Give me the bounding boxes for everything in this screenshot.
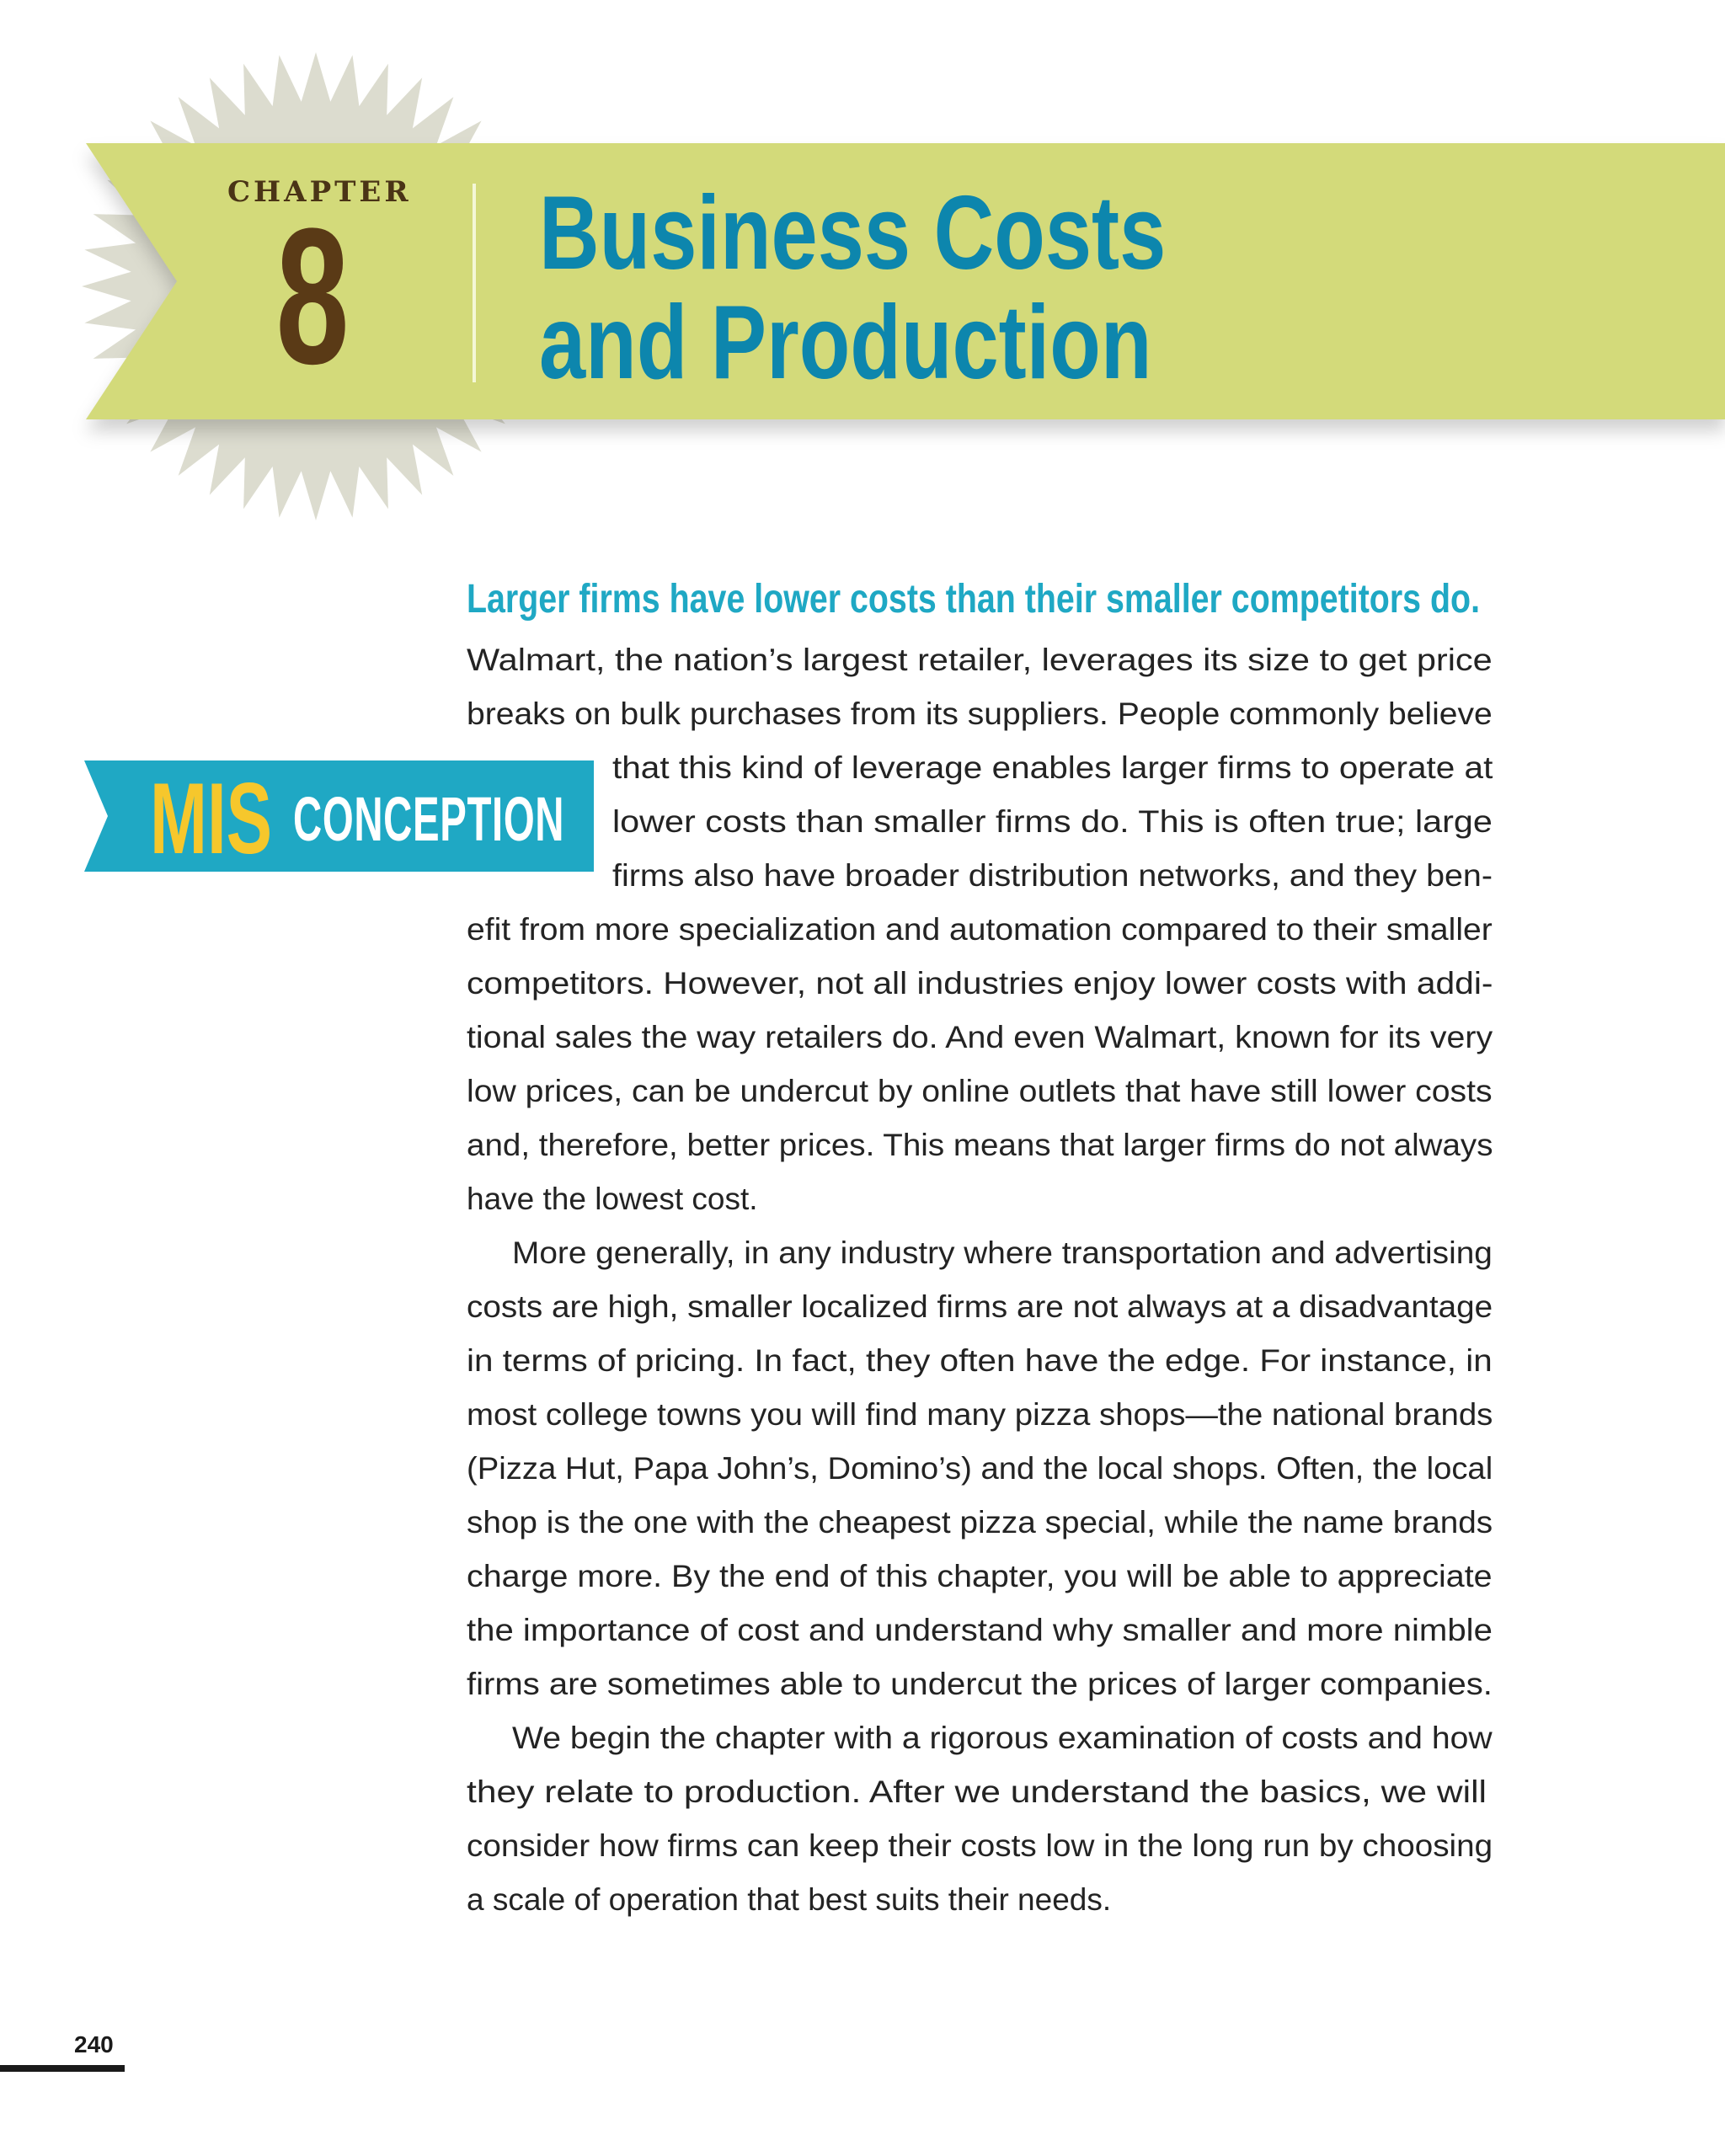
body-line: and, therefore, better prices. This means that larger firms do not always: [467, 1128, 1493, 1162]
lead-heading: Larger firms have lower costs than their smaller competitors do.: [467, 577, 1481, 622]
body-line: consider how firms can keep their costs low in the long run by choosing: [467, 1828, 1493, 1863]
body-line: charge more. By the end of this chapter, you will be able to appreciate: [467, 1559, 1493, 1593]
page-number: 240: [74, 2031, 114, 2057]
misconception-mis: MIS: [150, 762, 273, 875]
body-line: in terms of pricing. In fact, they often have the edge. For instance, in: [467, 1343, 1493, 1378]
body-line: they relate to production. After we understand the basics, we will: [467, 1774, 1487, 1809]
body-line: have the lowest cost.: [467, 1182, 758, 1216]
misconception-conception: CONCEPTION: [293, 784, 565, 854]
body-line: costs are high, smaller localized firms are not always at a disadvantage: [467, 1289, 1493, 1324]
chapter-title-line-2: and Production: [539, 285, 1152, 401]
body-line: competitors. However, not all industries enjoy lower costs with addi-: [467, 966, 1493, 1001]
body-line: the importance of cost and understand why smaller and more nimble: [467, 1613, 1493, 1647]
body-line: More generally, in any industry where transportation and advertising: [512, 1235, 1493, 1270]
body-line: firms also have broader distribution networks, and they ben-: [612, 858, 1493, 893]
body-line: We begin the chapter with a rigorous examination of costs and how: [512, 1721, 1493, 1755]
body-line: firms are sometimes able to undercut the prices of larger companies.: [467, 1667, 1493, 1701]
chapter-number: 8: [275, 188, 350, 404]
body-line: Walmart, the nation’s largest retailer, leverages its size to get price: [467, 643, 1493, 677]
chapter-label: CHAPTER: [227, 175, 412, 209]
chapter-title: [539, 175, 1167, 401]
body-line: that this kind of leverage enables larger firms to operate at: [612, 750, 1493, 785]
body-line: a scale of operation that best suits their needs.: [467, 1882, 1112, 1917]
body-line: tional sales the way retailers do. And even Walmart, known for its very: [467, 1020, 1493, 1054]
body-line: efit from more specialization and automation compared to their smaller: [467, 912, 1493, 947]
body-line: (Pizza Hut, Papa John’s, Domino’s) and the local shops. Often, the local: [467, 1451, 1493, 1486]
body-line: breaks on bulk purchases from its suppliers. People commonly believe: [467, 696, 1493, 731]
body-line: shop is the one with the cheapest pizza special, while the name brands: [467, 1505, 1493, 1540]
body-line: low prices, can be undercut by online outlets that have still lower costs: [467, 1074, 1493, 1108]
body-line: lower costs than smaller firms do. This is often true; large: [612, 804, 1493, 839]
chapter-title-line-1: Business Costs: [539, 175, 1167, 291]
body-line: most college towns you will find many pizza shops—the national brands: [467, 1397, 1493, 1432]
title-divider: [473, 184, 476, 382]
page-number-rule: [0, 2065, 125, 2072]
